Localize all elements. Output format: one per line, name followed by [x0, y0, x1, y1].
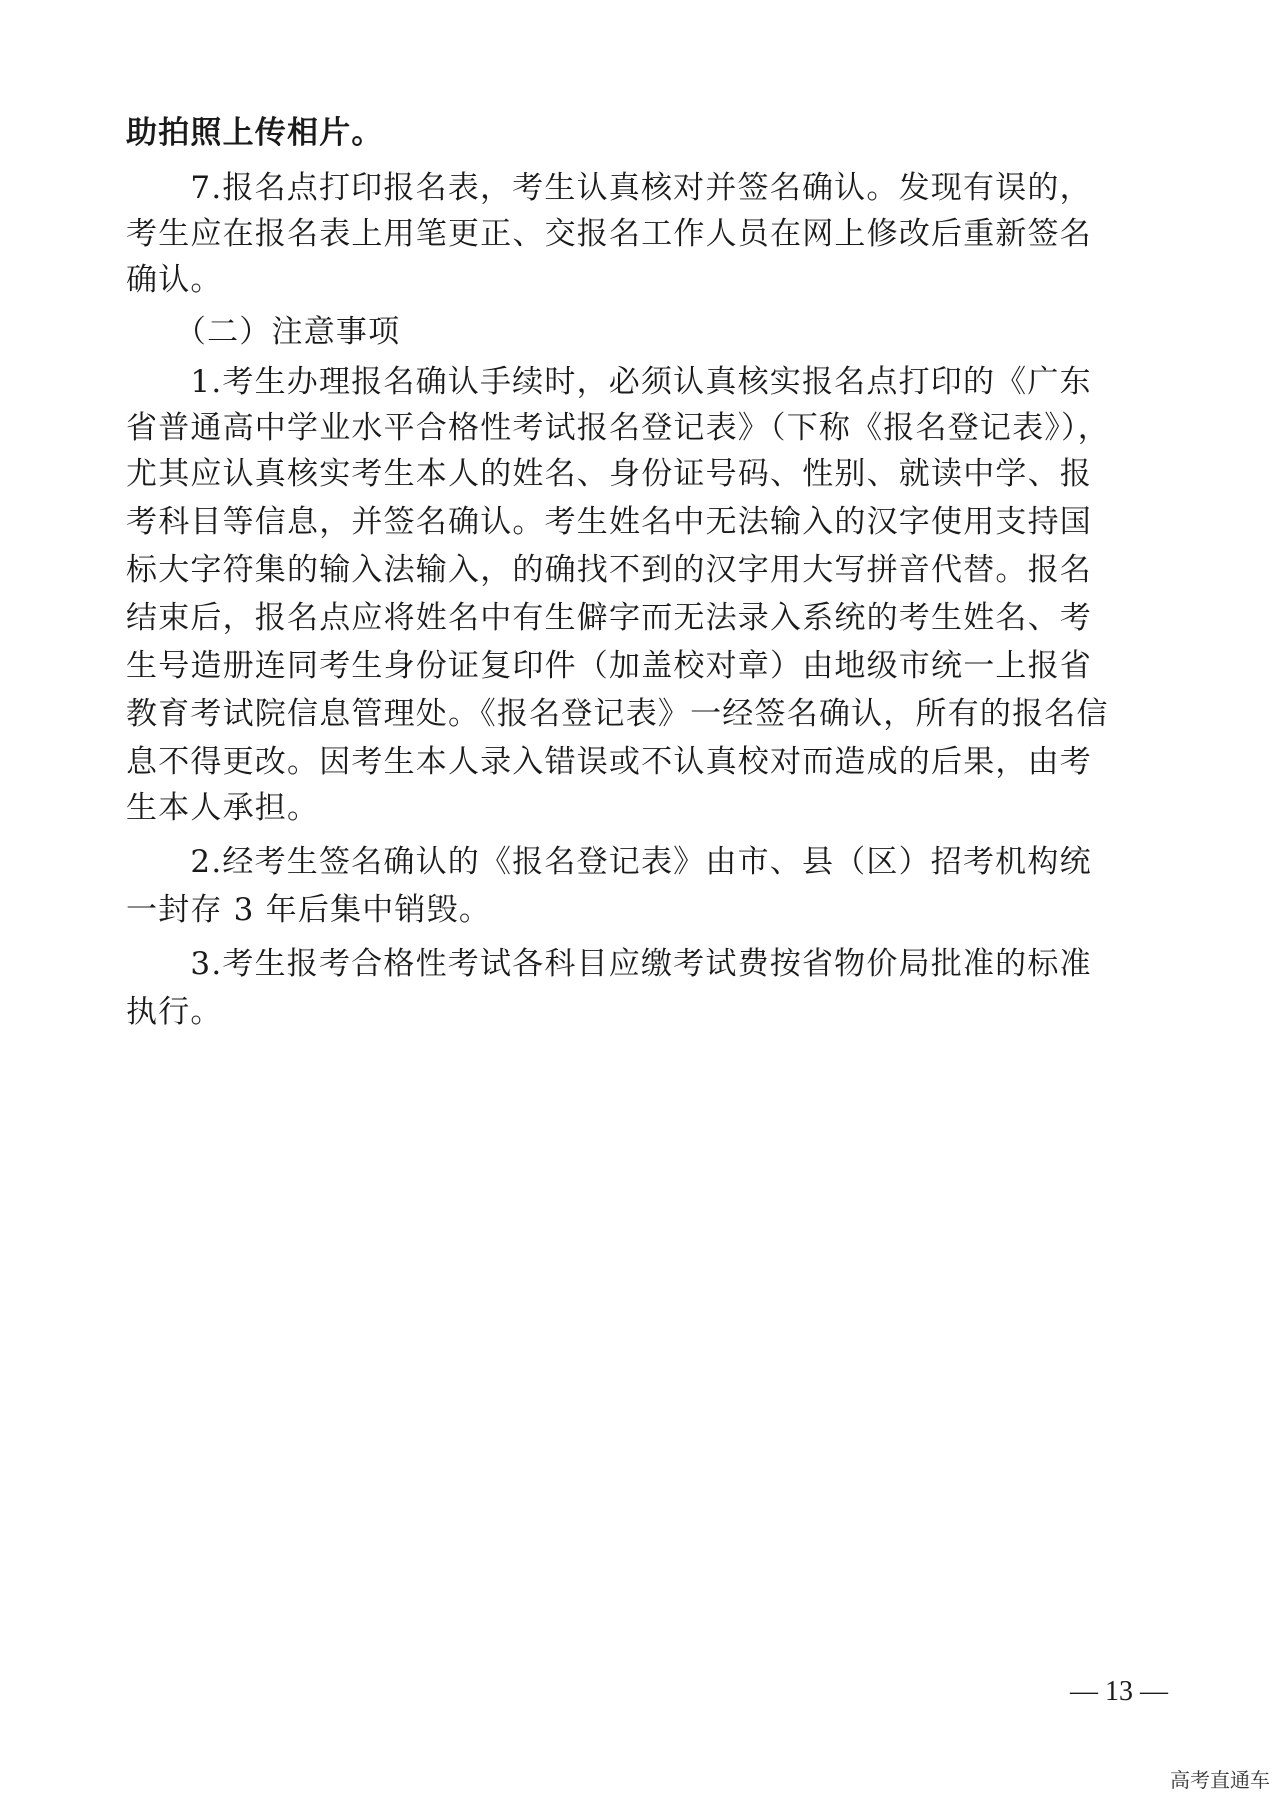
- text-line: 3.考生报考合格性考试各科目应缴考试费按省物价局批准的标准: [126, 946, 1092, 982]
- text-line: 标大字符集的输入法输入，的确找不到的汉字用大写拼音代替。报名: [126, 552, 1092, 588]
- text-line: 一封存 3 年后集中销毁。: [126, 892, 492, 928]
- text-line: 1.考生办理报名确认手续时，必须认真核实报名点打印的《广东: [126, 364, 1092, 400]
- section-heading: （二）注意事项: [126, 314, 401, 350]
- text-line: 教育考试院信息管理处。《报名登记表》一经签名确认，所有的报名信: [126, 696, 1109, 732]
- text-line: 考生应在报名表上用笔更正、交报名工作人员在网上修改后重新签名: [126, 216, 1092, 252]
- text-line: 息不得更改。因考生本人录入错误或不认真校对而造成的后果，由考: [126, 744, 1092, 780]
- text-line: 结束后，报名点应将姓名中有生僻字而无法录入系统的考生姓名、考: [126, 600, 1092, 636]
- text-line: 生本人承担。: [126, 790, 320, 826]
- text-line: 考科目等信息，并签名确认。考生姓名中无法输入的汉字使用支持国: [126, 504, 1092, 540]
- text-line: 执行。: [126, 994, 223, 1030]
- text-line: 2.经考生签名确认的《报名登记表》由市、县（区）招考机构统: [126, 844, 1092, 880]
- text-line: 生号造册连同考生身份证复印件（加盖校对章）由地级市统一上报省: [126, 648, 1092, 684]
- text-line: 确认。: [126, 262, 223, 298]
- watermark-text: 高考直通车: [1170, 1768, 1270, 1792]
- text-line: 助拍照上传相片。: [126, 115, 384, 151]
- text-line: 省普通高中学业水平合格性考试报名登记表》（下称《报名登记表》），: [126, 410, 1110, 446]
- text-line: 7.报名点打印报名表，考生认真核对并签名确认。发现有误的，: [126, 170, 1092, 206]
- page-number: — 13 —: [1070, 1676, 1168, 1707]
- text-line: 尤其应认真核实考生本人的姓名、身份证号码、性别、就读中学、报: [126, 456, 1092, 492]
